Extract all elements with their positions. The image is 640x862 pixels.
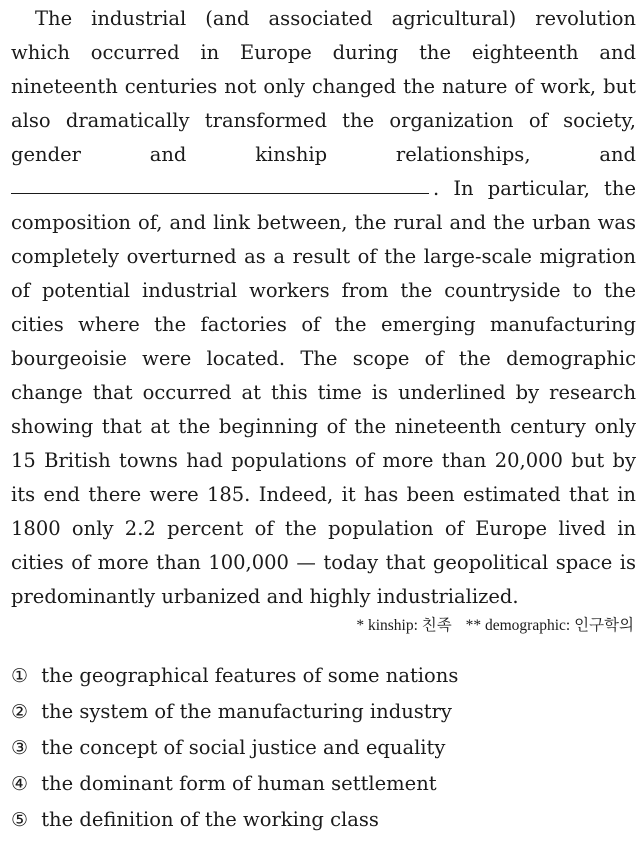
- footnote-demographic: ** demographic: 인구학의: [465, 617, 634, 634]
- option-number: ②: [11, 701, 29, 723]
- option-number: ①: [11, 665, 29, 687]
- option-number: ④: [11, 773, 29, 795]
- option-number: ③: [11, 737, 29, 759]
- option-number: ⑤: [11, 809, 29, 831]
- option-4[interactable]: [11, 766, 636, 802]
- option-text: the concept of social justice and equality: [41, 736, 446, 759]
- option-2[interactable]: [11, 694, 636, 730]
- option-text: the dominant form of human settlement: [41, 772, 437, 795]
- answer-blank: [11, 193, 429, 194]
- answer-options: [11, 658, 636, 838]
- passage-text-after-blank: . In particular, the composition of, and link between, the rural and the urban was completely overturned as a result of the large-scale migration of potential industrial workers from the countryside to the cities where the factories of the emerging manufacturing bourgeoisie were located. The scope of the demographic change that occurred at this time is underlined by research showing that at the beginning of the nineteenth century only 15 British towns had populations of more than 20,000 but by its end there were 185. Indeed, it has been estimated that in 1800 only 2.2 percent of the population of Europe lived in cities of more than 100,000 — today that geopolitical space is predominantly urbanized and highly industrialized.: [11, 177, 636, 608]
- option-text: the geographical features of some nations: [41, 664, 459, 687]
- option-1[interactable]: [11, 658, 636, 694]
- option-text: the system of the manufacturing industry: [41, 700, 452, 723]
- option-5[interactable]: [11, 802, 636, 838]
- option-3[interactable]: [11, 730, 636, 766]
- option-text: the definition of the working class: [41, 808, 379, 831]
- footnotes: [11, 614, 636, 638]
- footnote-kinship: * kinship: 친족: [356, 617, 452, 634]
- passage: [11, 2, 636, 614]
- passage-text-before-blank: The industrial (and associated agricultural) revolution which occurred in Europe during the eighteenth and nineteenth centuries not only changed the nature of work, but also dramatically transformed the organization of society, gender and kinship relationships, and: [11, 7, 636, 166]
